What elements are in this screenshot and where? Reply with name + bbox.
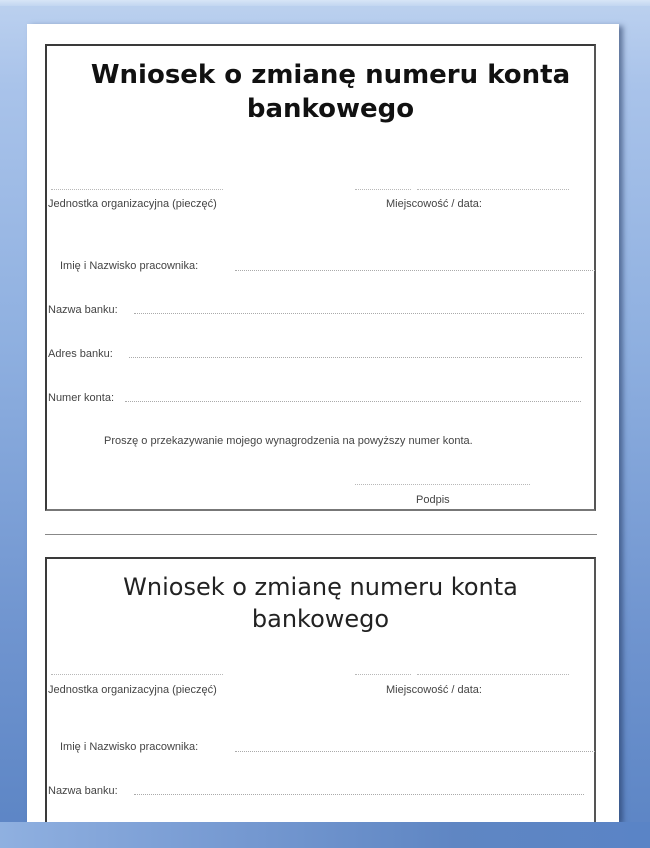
form-2-title-line-1: Wniosek o zmianę numeru konta	[123, 573, 518, 601]
employee-name-label: Imię i Nazwisko pracownika:	[60, 260, 199, 272]
bank-name-field[interactable]	[134, 794, 584, 795]
bank-name-label: Nazwa banku:	[48, 304, 118, 316]
date-line	[417, 189, 569, 190]
form-1-title-line-2: bankowego	[246, 94, 415, 124]
date-line	[417, 674, 569, 675]
cut-line-separator	[45, 534, 597, 535]
account-number-label: Numer konta:	[48, 392, 115, 404]
form-2-title	[47, 571, 594, 635]
form-1-title-line-1: Wniosek o zmianę numeru konta	[90, 60, 571, 90]
bank-address-field[interactable]	[129, 357, 582, 358]
place-line	[355, 189, 411, 190]
signature-line[interactable]	[355, 484, 530, 485]
employee-name-field[interactable]	[235, 751, 595, 752]
document-page[interactable]	[27, 24, 619, 822]
unit-label: Jednostka organizacyjna (pieczęć)	[48, 684, 217, 696]
bank-address-label: Adres banku:	[48, 348, 113, 360]
window-top-glow	[0, 0, 650, 6]
employee-name-field[interactable]	[235, 270, 595, 271]
place-date-label: Miejscowość / data:	[386, 684, 482, 696]
employee-name-label: Imię i Nazwisko pracownika:	[60, 741, 199, 753]
unit-stamp-line	[51, 674, 223, 675]
bank-name-label: Nazwa banku:	[48, 785, 118, 797]
form-2	[45, 557, 596, 822]
bank-name-field[interactable]	[134, 313, 584, 314]
unit-stamp-line	[51, 189, 223, 190]
form-2-title-line-2: bankowego	[251, 605, 390, 633]
form-1	[45, 44, 596, 511]
signature-label: Podpis	[416, 494, 450, 506]
unit-label: Jednostka organizacyjna (pieczęć)	[48, 198, 217, 210]
form-1-title	[47, 58, 594, 126]
place-line	[355, 674, 411, 675]
request-text: Proszę o przekazywanie mojego wynagrodzenia na powyższy numer konta.	[104, 435, 473, 447]
place-date-label: Miejscowość / data:	[386, 198, 482, 210]
account-number-field[interactable]	[125, 401, 581, 402]
window-bottom-band	[0, 822, 650, 848]
